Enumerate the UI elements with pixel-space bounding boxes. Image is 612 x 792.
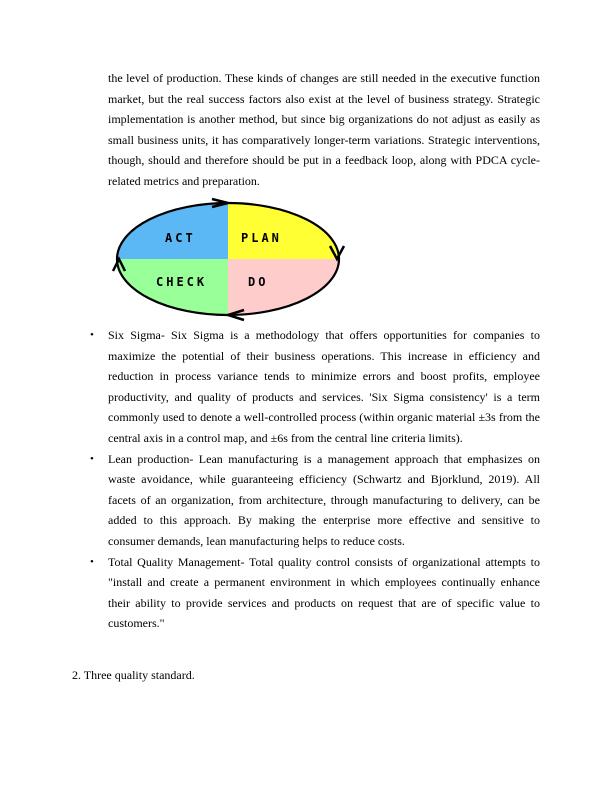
list-item-text: Six Sigma- Six Sigma is a methodology that offers opportunities for companies to maximize the potential of their business operations. This increase in efficiency and reduction in process variance tends to minimize errors and boost profits, employee productivity, and quality of products and services. 'Six Sigma consistency' is a term commonly used to denote a well-controlled process (within organic material ±3s from the central axis in a control map, and ±6s from the central line criteria limits). [108, 328, 540, 445]
act-quadrant [110, 196, 228, 259]
do-label: DO [248, 275, 269, 289]
list-item-text: Total Quality Management- Total quality control consists of organizational attempts to "install and create a permanent environment in which employees continually enhance their ability to provide services and products on request that are of specific value to customers." [108, 554, 540, 631]
plan-label: PLAN [241, 231, 282, 245]
plan-quadrant [228, 196, 366, 259]
list-item [90, 325, 540, 449]
list-item [90, 552, 540, 634]
list-item [90, 449, 540, 552]
section-heading: 2. Three quality standard. [72, 668, 195, 682]
act-label: ACT [165, 231, 196, 245]
check-label: CHECK [156, 275, 208, 289]
list-item-text: Lean production- Lean manufacturing is a management approach that emphasizes on waste avoidance, while guaranteeing efficiency (Schwartz and Bjorklund, 2019). All facets of an organization, from architecture, through manufacturing to delivery, can be added to this approach. By making the enterprise more effective and sensitive to consumer demands, lean manufacturing helps to reduce costs. [108, 451, 540, 548]
bullet-icon: • [90, 329, 94, 341]
pdca-cycle-diagram [110, 196, 366, 322]
intro-paragraph: the level of production. These kinds of changes are still needed in the executive function market, but the real success factors also exist at the level of business strategy. Strategic implementation is another method, but since big organizations do not adjust as easily as small business units, it has comparatively longer-term variations. Strategic interventions, though, should and therefore should be put in a feedback loop, along with PDCA cycle-related metrics and preparation. [108, 71, 540, 188]
do-quadrant [228, 259, 366, 322]
bullet-icon: • [90, 555, 94, 568]
bullet-icon: • [90, 452, 94, 465]
check-quadrant [110, 259, 228, 322]
quality-methods-list [90, 325, 540, 634]
